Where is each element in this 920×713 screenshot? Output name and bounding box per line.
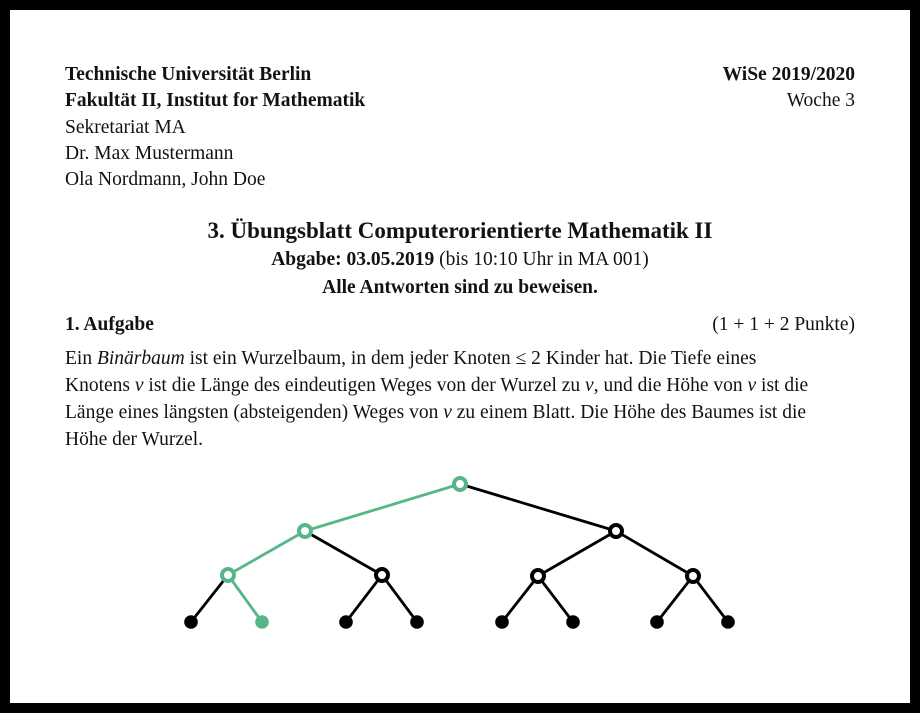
paragraph-line [65,373,855,400]
text-segment: ist die Länge des eindeutigen Weges von der Wurzel zu [143,375,586,397]
tree-edge-n22-l5 [538,576,573,622]
italic-term: Binärbaum [96,348,185,370]
italic-term: v [747,375,757,397]
tree-edge-n20-l1 [228,575,262,622]
tree-node-l6 [650,615,664,629]
tree-node-n23 [687,570,699,582]
text-segment: , und die Höhe von [593,375,748,397]
text-segment: ist die [756,375,809,397]
tree-edge-n11-n23 [616,531,693,576]
tree-node-l2 [339,615,353,629]
header-right [723,62,855,115]
tree-edge-root-n10 [305,484,460,531]
deadline-details: (bis 10:10 Uhr in MA 001) [434,249,649,271]
italic-term: v [134,375,144,397]
document-header [65,62,855,193]
italic-term: v [585,375,594,397]
exercise-points: (1 + 1 + 2 Punkte) [712,314,855,336]
exercise-label: 1. Aufgabe [65,314,154,336]
binary-tree-figure [65,473,855,636]
exercise-heading-row [65,311,855,338]
tree-edge-n21-l3 [382,575,417,622]
lecturer-name: Dr. Max Mustermann [65,142,234,164]
deadline-line [65,246,855,274]
text-segment: Ein [65,348,97,370]
deadline-date: Abgabe: 03.05.2019 [271,249,435,271]
university-name: Technische Universität Berlin [65,64,312,85]
week-label: Woche 3 [786,90,855,112]
paragraph-line [65,427,855,454]
proof-note: Alle Antworten sind zu beweisen. [322,276,598,298]
tree-edge-n11-n22 [538,531,616,576]
tree-edge-n20-l0 [191,575,228,622]
header-left [65,62,365,193]
text-segment: Länge eines längsten (absteigenden) Weges von [65,402,444,424]
text-segment: zu einem Blatt. Die Höhe des Baumes ist die [451,402,807,424]
tree-node-n21 [376,569,388,581]
faculty-name: Fakultät II, Institut for Mathematik [65,90,366,112]
assistants-names: Ola Nordmann, John Doe [65,169,266,191]
tree-node-root [454,478,466,490]
tree-edge-n23-l7 [693,576,728,622]
tree-edge-n21-l2 [346,575,382,622]
tree-node-n22 [532,570,544,582]
tree-node-n10 [299,525,311,537]
tree-node-n11 [610,525,622,537]
tree-edge-n22-l4 [502,576,538,622]
tree-node-l1 [255,615,269,629]
tree-node-l7 [721,615,735,629]
sheet-title: 3. Übungsblatt Computerorientierte Mathematik II [207,218,713,244]
tree-edge-n10-n21 [305,531,382,575]
tree-edge-root-n11 [460,484,616,531]
semester-label: WiSe 2019/2020 [722,64,855,85]
tree-node-l4 [495,615,509,629]
tree-edge-n10-n20 [228,531,305,575]
text-segment: ist ein Wurzelbaum, in dem jeder Knoten ≤ 2 Kinder hat. Die Tiefe eines [184,348,757,370]
italic-term: v [443,402,452,424]
text-segment: Höhe der Wurzel. [65,428,204,450]
binary-tree-diagram [180,473,740,636]
tree-node-l0 [184,615,198,629]
tree-node-l3 [410,615,424,629]
secretariat-line: Sekretariat MA [65,116,186,138]
tree-node-n20 [222,569,234,581]
text-segment: Knotens [65,375,135,397]
document-page [10,10,910,703]
tree-edge-n23-l6 [657,576,693,622]
tree-node-l5 [566,615,580,629]
exercise-paragraph [65,346,855,453]
paragraph-line [65,346,855,373]
paragraph-line [65,400,855,427]
